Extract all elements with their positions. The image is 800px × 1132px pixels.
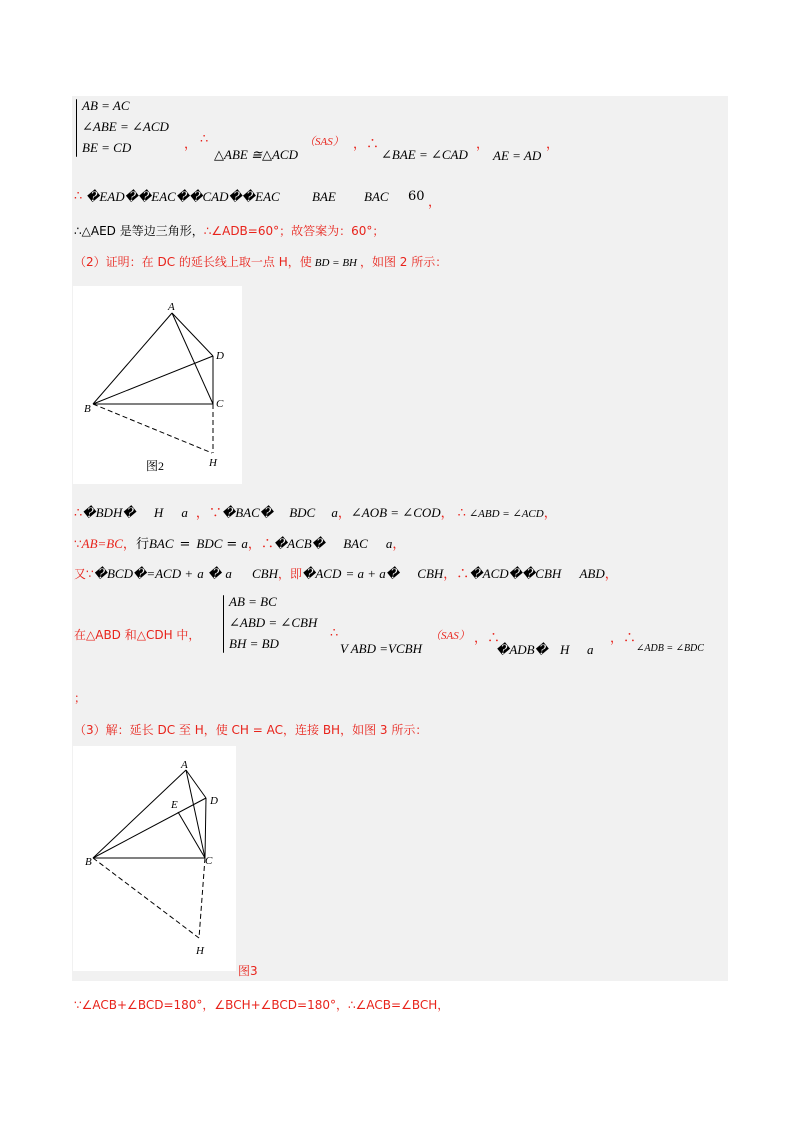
alpha-symbol: a bbox=[385, 536, 393, 551]
semicolon: ； bbox=[74, 691, 87, 705]
figure-2-caption: 图2 bbox=[146, 459, 165, 473]
equilateral-text: ∴△AED 是等边三角形， bbox=[74, 224, 204, 238]
separator-comma: ， bbox=[440, 506, 454, 521]
segment-ab bbox=[93, 770, 186, 858]
therefore-symbol: ∴ bbox=[330, 626, 339, 641]
point-label-h: H bbox=[209, 457, 217, 469]
segment-ec bbox=[178, 812, 205, 858]
side-ae-ad: AE = AD bbox=[493, 148, 542, 163]
figure-3-caption: 图3 bbox=[238, 964, 258, 978]
equilateral-statement bbox=[74, 222, 384, 239]
angle-abd: ABD bbox=[579, 566, 605, 581]
therefore-symbol: ，∴ bbox=[247, 537, 274, 552]
separator-comma: ， bbox=[428, 195, 442, 210]
angle-bdc: BDC bbox=[196, 536, 223, 551]
alpha-symbol: a bbox=[181, 505, 188, 520]
ji-text: ，即 bbox=[278, 567, 303, 581]
separator-comma: ， bbox=[604, 567, 618, 582]
alpha-symbol: a bbox=[225, 566, 232, 581]
angle-adb-bdc: ∠ADB = ∠BDC bbox=[636, 643, 704, 654]
because-symbol: ，∵ bbox=[195, 506, 222, 521]
garbled-angle-text: �EAD��EAC��CAD��EAC bbox=[86, 189, 280, 204]
point-label-e: E bbox=[171, 799, 178, 811]
separator-comma: ， bbox=[337, 506, 351, 521]
part2-intro bbox=[74, 253, 447, 270]
point-label-a: A bbox=[181, 759, 188, 771]
alpha-symbol: a bbox=[241, 536, 248, 551]
line6 bbox=[74, 563, 618, 582]
segment-bd bbox=[93, 798, 206, 858]
part2-intro-text: （2）证明：在 DC 的延长线上取一点 H，使 bbox=[74, 255, 312, 269]
equals-sign: = bbox=[179, 537, 191, 552]
garbled-symbol: � bbox=[385, 566, 400, 581]
therefore-symbol: ∴ bbox=[457, 506, 466, 521]
point-label-d: D bbox=[216, 350, 224, 362]
figure-3 bbox=[73, 746, 236, 971]
garbled-bcd: �BCD� bbox=[93, 566, 147, 581]
separator-comma: ， bbox=[392, 537, 406, 552]
figure-2-diagram bbox=[73, 286, 242, 484]
figure-3-diagram bbox=[73, 746, 236, 971]
congruence-abe-acd: △ABE ≅△ACD bbox=[214, 147, 298, 162]
in-triangles-intro: 在△ABD 和△CDH 中， bbox=[74, 628, 201, 642]
equation-be-cd: BE = CD bbox=[82, 140, 132, 155]
therefore-symbol: ，∴ bbox=[443, 567, 470, 582]
garbled-acd: �ACD bbox=[302, 566, 342, 581]
part3-intro: （3）解：延长 DC 至 H，使 CH = AC，连接 BH，如图 3 所示： bbox=[74, 723, 428, 737]
part2-intro-end: ，如图 2 所示： bbox=[359, 255, 448, 269]
segment-ad bbox=[172, 313, 213, 356]
point-label-b: B bbox=[85, 856, 92, 868]
separator-comma: ， bbox=[546, 137, 560, 152]
point-label-d: D bbox=[210, 795, 218, 807]
you-because: 又∵ bbox=[74, 567, 94, 581]
value-sixty: 60 bbox=[408, 189, 425, 204]
angle-sum-statement: ∵∠ACB+∠BCD=180°，∠BCH+∠BCD=180°，∴∠ACB=∠BCH， bbox=[74, 998, 450, 1012]
segment-dc bbox=[205, 798, 206, 858]
segment-ch-dashed bbox=[199, 858, 205, 938]
angle-bac: BAC bbox=[343, 536, 368, 551]
angle-bae: BAE bbox=[312, 189, 336, 204]
angle-cbh: CBH bbox=[417, 566, 444, 581]
h-label: H bbox=[153, 505, 164, 520]
separator-comma: ， bbox=[122, 537, 136, 552]
garbled-acb: �ACB� bbox=[273, 536, 326, 551]
figure-2 bbox=[73, 286, 242, 484]
alpha-symbol: a bbox=[331, 505, 338, 520]
therefore-symbol: ∴ bbox=[74, 506, 83, 521]
angle-bae-cad: ∠BAE = ∠CAD bbox=[381, 147, 468, 162]
point-label-a: A bbox=[168, 301, 175, 313]
angle-bac: BAC bbox=[364, 189, 389, 204]
acd-expression: =ACD + bbox=[146, 566, 194, 581]
equation-angle-abe-acd: ∠ABE = ∠ACD bbox=[82, 119, 169, 134]
alpha-symbol: a bbox=[197, 566, 204, 581]
line5 bbox=[74, 533, 405, 552]
h-label: H bbox=[560, 642, 570, 657]
congruence-abd-cbh: V ABD =VCBH bbox=[340, 641, 422, 656]
alpha-symbol: a bbox=[587, 642, 594, 657]
therefore-symbol: ∴ bbox=[200, 132, 209, 147]
alpha-sum-expression: = a + a bbox=[345, 566, 386, 581]
separator-therefore: ，∴ bbox=[353, 137, 380, 152]
angle-cbh: CBH bbox=[252, 566, 279, 581]
garbled-adb: �ADB� bbox=[496, 642, 548, 657]
segment-bh-dashed bbox=[93, 404, 212, 453]
equation-ab-ac: AB = AC bbox=[82, 98, 130, 113]
ab-bc-equation: AB=BC bbox=[81, 536, 123, 551]
separator-comma: ， bbox=[543, 506, 557, 521]
xing-char: 行 bbox=[135, 537, 149, 552]
equation-angle-abd-cbh: ∠ABD = ∠CBH bbox=[229, 615, 318, 630]
garbled-bac: �BAC� bbox=[221, 505, 274, 520]
equation-system-brace bbox=[223, 595, 224, 653]
angle-bac: BAC bbox=[148, 536, 174, 551]
sas-label: （SAS） bbox=[304, 136, 344, 148]
garbled-symbol: � bbox=[207, 566, 222, 581]
separator-comma: ， bbox=[184, 137, 198, 152]
angle-aob-cod: ∠AOB = ∠COD bbox=[350, 505, 441, 520]
answer-text: ∴∠ADB=60°；故答案为：60°； bbox=[203, 224, 385, 238]
separator-comma: ， bbox=[476, 137, 490, 152]
equation-system-brace bbox=[76, 99, 77, 157]
point-label-c: C bbox=[216, 398, 224, 410]
point-label-c: C bbox=[205, 855, 213, 867]
segment-bh-dashed bbox=[93, 858, 199, 938]
point-label-h: H bbox=[196, 945, 204, 957]
therefore-symbol: ∴ bbox=[74, 189, 83, 204]
line4 bbox=[74, 502, 557, 521]
garbled-acd-cbh: �ACD��CBH bbox=[469, 566, 562, 581]
equation-bh-bd: BH = BD bbox=[229, 636, 279, 651]
equals-sign: = bbox=[226, 537, 238, 552]
angle-abd-acd: ∠ABD = ∠ACD bbox=[468, 508, 544, 520]
segment-bd bbox=[93, 356, 213, 404]
segment-ab bbox=[93, 313, 172, 404]
angle-bdc: BDC bbox=[289, 505, 316, 520]
point-label-b: B bbox=[84, 403, 91, 415]
because-symbol: ∵ bbox=[74, 537, 82, 551]
therefore-symbol: ，∴ bbox=[610, 631, 637, 646]
therefore-symbol: ，∴ bbox=[474, 631, 501, 646]
sas-label: （SAS） bbox=[430, 630, 470, 642]
bd-bh-equation: BD = BH bbox=[314, 257, 357, 269]
equation-ab-bc: AB = BC bbox=[229, 594, 277, 609]
garbled-bdh: �BDH� bbox=[82, 505, 136, 520]
